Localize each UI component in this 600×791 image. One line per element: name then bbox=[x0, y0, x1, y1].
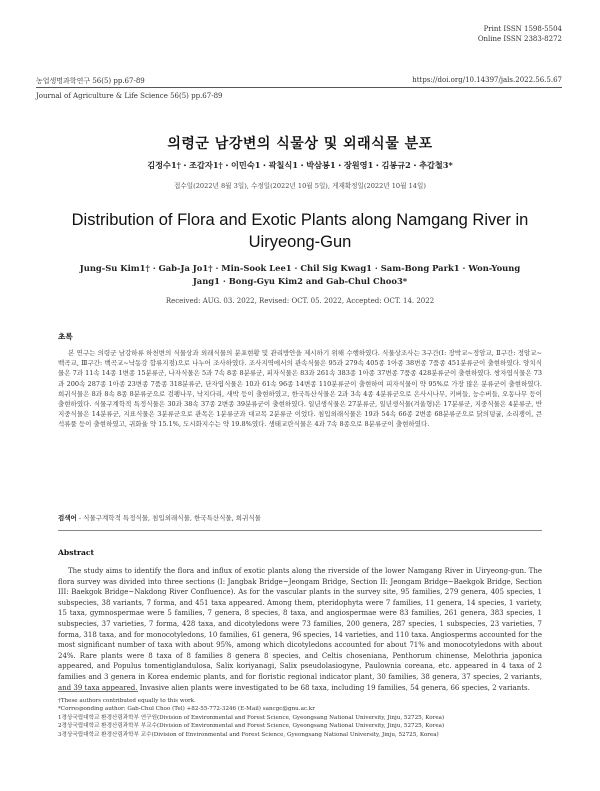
page-title-en: Distribution of Flora and Exotic Plants along Namgang River in Uiryeong-Gun bbox=[71, 211, 529, 251]
footnote-affiliation-1: 1경상국립대학교 환경산림과학부 연구원(Division of Environmental and Forest Science, Gyeongsang National University, Jinju, 52725, Korea) bbox=[58, 714, 445, 721]
footnotes bbox=[58, 697, 560, 739]
keywords-kr-label: 검색어 bbox=[58, 514, 77, 522]
abstract-divider bbox=[58, 530, 542, 531]
abstract-kr-body: 본 연구는 의령군 남강하류 하천변의 식물상과 외래식물의 분포현황 및 관리방안을 제시하기 위해 수행하였다. 식물상조사는 3구간(Ⅰ: 장박교~정암교, Ⅱ구간: 정암교~백곡교, Ⅲ구간: 백곡교~낙동강 합류지점)으로 나누어 조사하였다. 조사지역에서의 관속식물은 95과 279속 405종 1아종 38변종 7품종 451분류군이 출현하였다. 양치식물은 7과 11속 14종 1변종 15분류군, 나자식물은 5과 7속 8종 8분류군, 피자식물은 83과 261속 383종 1아종 37변종 7품종 428분류군이 출현하였다. 쌍자엽식물은 73과 200속 287종 1아종 23변종 7품종 318분류군, 단자엽식물은 10과 61속 96종 14변종 110분류군이 출현하여 피자식물이 약 95%로 가장 많은 분류군이 출현하였다. 희귀식물은 8과 8속 8종 8분류군으로 검팽나무, 낙지다리, 새박 등이 출현하였고, 한국특산식물은 2과 3속 4종 4분류군으로 은사시나무, 키버들, 능수버들, 오동나무 등이 출현하였다. 식물구계학적 특정식물은 30과 38속 37종 2변종 39분류군이 출현하였다. 일년생식물은 27분류군, 일년생식물(겨울형)은 17분류군, 지중식물은 4분류군, 반지중식물은 14분류군, 지표식물은 3분류군으로 관목은 1분류군과 대교목 2분류군 이었다. 침입외래식물은 19과 54속 66종 2변종 68분류군으로 닭의덩굴, 소리쟁이, 큰석류풀 등이 출현하였고, 귀화율 약 15.1%, 도시화지수는 약 19.8%였다. 생태교란식물은 4과 7속 8종으로 8분류군이 출현하였다. bbox=[58, 349, 542, 429]
authors-en: Jung-Su Kim1† · Gab-Ja Jo1† · Min-Sook Lee1 · Chil Sig Kwag1 · Sam-Bong Park1 · Won-Young Jang1 · Bong-Gyu Kim2 and Gab-Chul Choo3* bbox=[79, 263, 521, 286]
journal-citation-kr: 농업생명과학연구 56(5) pp.67-89 bbox=[36, 77, 145, 85]
doi-link[interactable]: https://doi.org/10.14397/jals.2022.56.5.67 bbox=[412, 76, 562, 84]
dates-en: Received: AUG. 03. 2022, Revised: OCT. 05. 2022, Accepted: OCT. 14. 2022 bbox=[165, 297, 435, 305]
authors-kr: 김정수1†・조갑자1†・이민숙1・곽칠식1・박삼봉1・장원영1・김봉규2・추갑철3* bbox=[147, 160, 453, 170]
footnote-divider bbox=[58, 691, 138, 692]
footnote-corresponding-author: *Corresponding author: Gab-Chul Choo (Tel) +82-55-772-3246 (E-Mail) sancgc@gnu.ac.kr bbox=[58, 706, 315, 713]
footnote-equal-contribution: †These authors contributed equally to this work. bbox=[58, 698, 196, 704]
footnote-affiliation-3: 3경상국립대학교 환경산림과학부 교수(Division of Environmental and Forest Science, Gyeongsang National University, Jinju, 52725, Korea) bbox=[58, 731, 439, 738]
footnote-affiliation-2: 2경상국립대학교 환경산림과학부 부교수(Division of Environmental and Forest Science, Gyeongsang National University, Jinju, 52725, Korea) bbox=[58, 723, 445, 730]
abstract-en-heading: Abstract bbox=[58, 548, 95, 557]
keywords-kr bbox=[58, 513, 542, 522]
dates-kr: 접수일(2022년 8월 3일), 수정일(2022년 10월 5일), 게재확정일(2022년 10월 14일) bbox=[174, 182, 426, 190]
issn-block bbox=[478, 24, 562, 44]
page-title-kr: 의령군 남강변의 식물상 및 외래식물 분포 bbox=[167, 136, 433, 152]
header-divider bbox=[36, 87, 562, 88]
abstract-en-body: The study aims to identify the flora and influx of exotic plants along the riverside of the lower Namgang River in Uiryeong-gun. The flora survey was divided into three sections (I: Jangbak Bridge~Jeongam Bridge, Section II: Jeongam Bridge~Baekgok Bridge, Section III: Baekgok Bridge~Nakdong River Confluence). As for the vascular plants in the survey site, 95 families, 279 genera, 405 species, 1 subspecies, 38 variants, 7 forma, and 451 taxa appeared. Among them, pteridophyta were 7 families, 11 genera, 14 species, 1 variety, 15 taxa, gymnospermae were 5 families, 7 genera, 8 species, 8 taxa, and angiospermae were 83 families, 261 genera, 383 species, 1 subspecies, 37 varieties, 7 forma, 428 taxa, and dicotyledons were 73 families, 200 genera, 287 species, 1 subspecies, 23 varieties, 7 forma, 318 taxa, and for monocotyledons, 10 families, 61 genera, 96 species, 14 varieties, and 110 taxa. Angiosperms accounted for the most significant number of taxa with about 95%, among which dicotyledons accounted for about 71% and monocotyledons with about 24%. Rare plants were 8 taxa of 8 families 8 genera 8 species, and Celtis choseniana, Penthorum chinense, Melothria japonica appeared, and Populus tomentiglandulosa, Salix koriyanagi, Salix pseudolasiogyne, Paulownia coreana, etc. appeared in 4 taxa of 2 families and 3 genera in Korea endemic plants, and for floristic regional indicator plant, 30 families, 38 genera, 37 species, 2 variants, and 39 taxa appeared. Invasive alien plants were investigated to be 68 taxa, including 19 families, 54 genera, 66 species, 2 variants. bbox=[58, 567, 542, 692]
abstract-kr-heading: 초록 bbox=[58, 332, 73, 341]
print-issn: Print ISSN 1598-5504 bbox=[483, 25, 562, 33]
keywords-kr-value: - 식물구계학적 특정식물, 침입외래식물, 한국특산식물, 희귀식물 bbox=[78, 514, 261, 522]
online-issn: Online ISSN 2383-8272 bbox=[477, 35, 562, 43]
journal-citation-en: Journal of Agriculture & Life Science 56(5) pp.67-89 bbox=[36, 92, 223, 100]
